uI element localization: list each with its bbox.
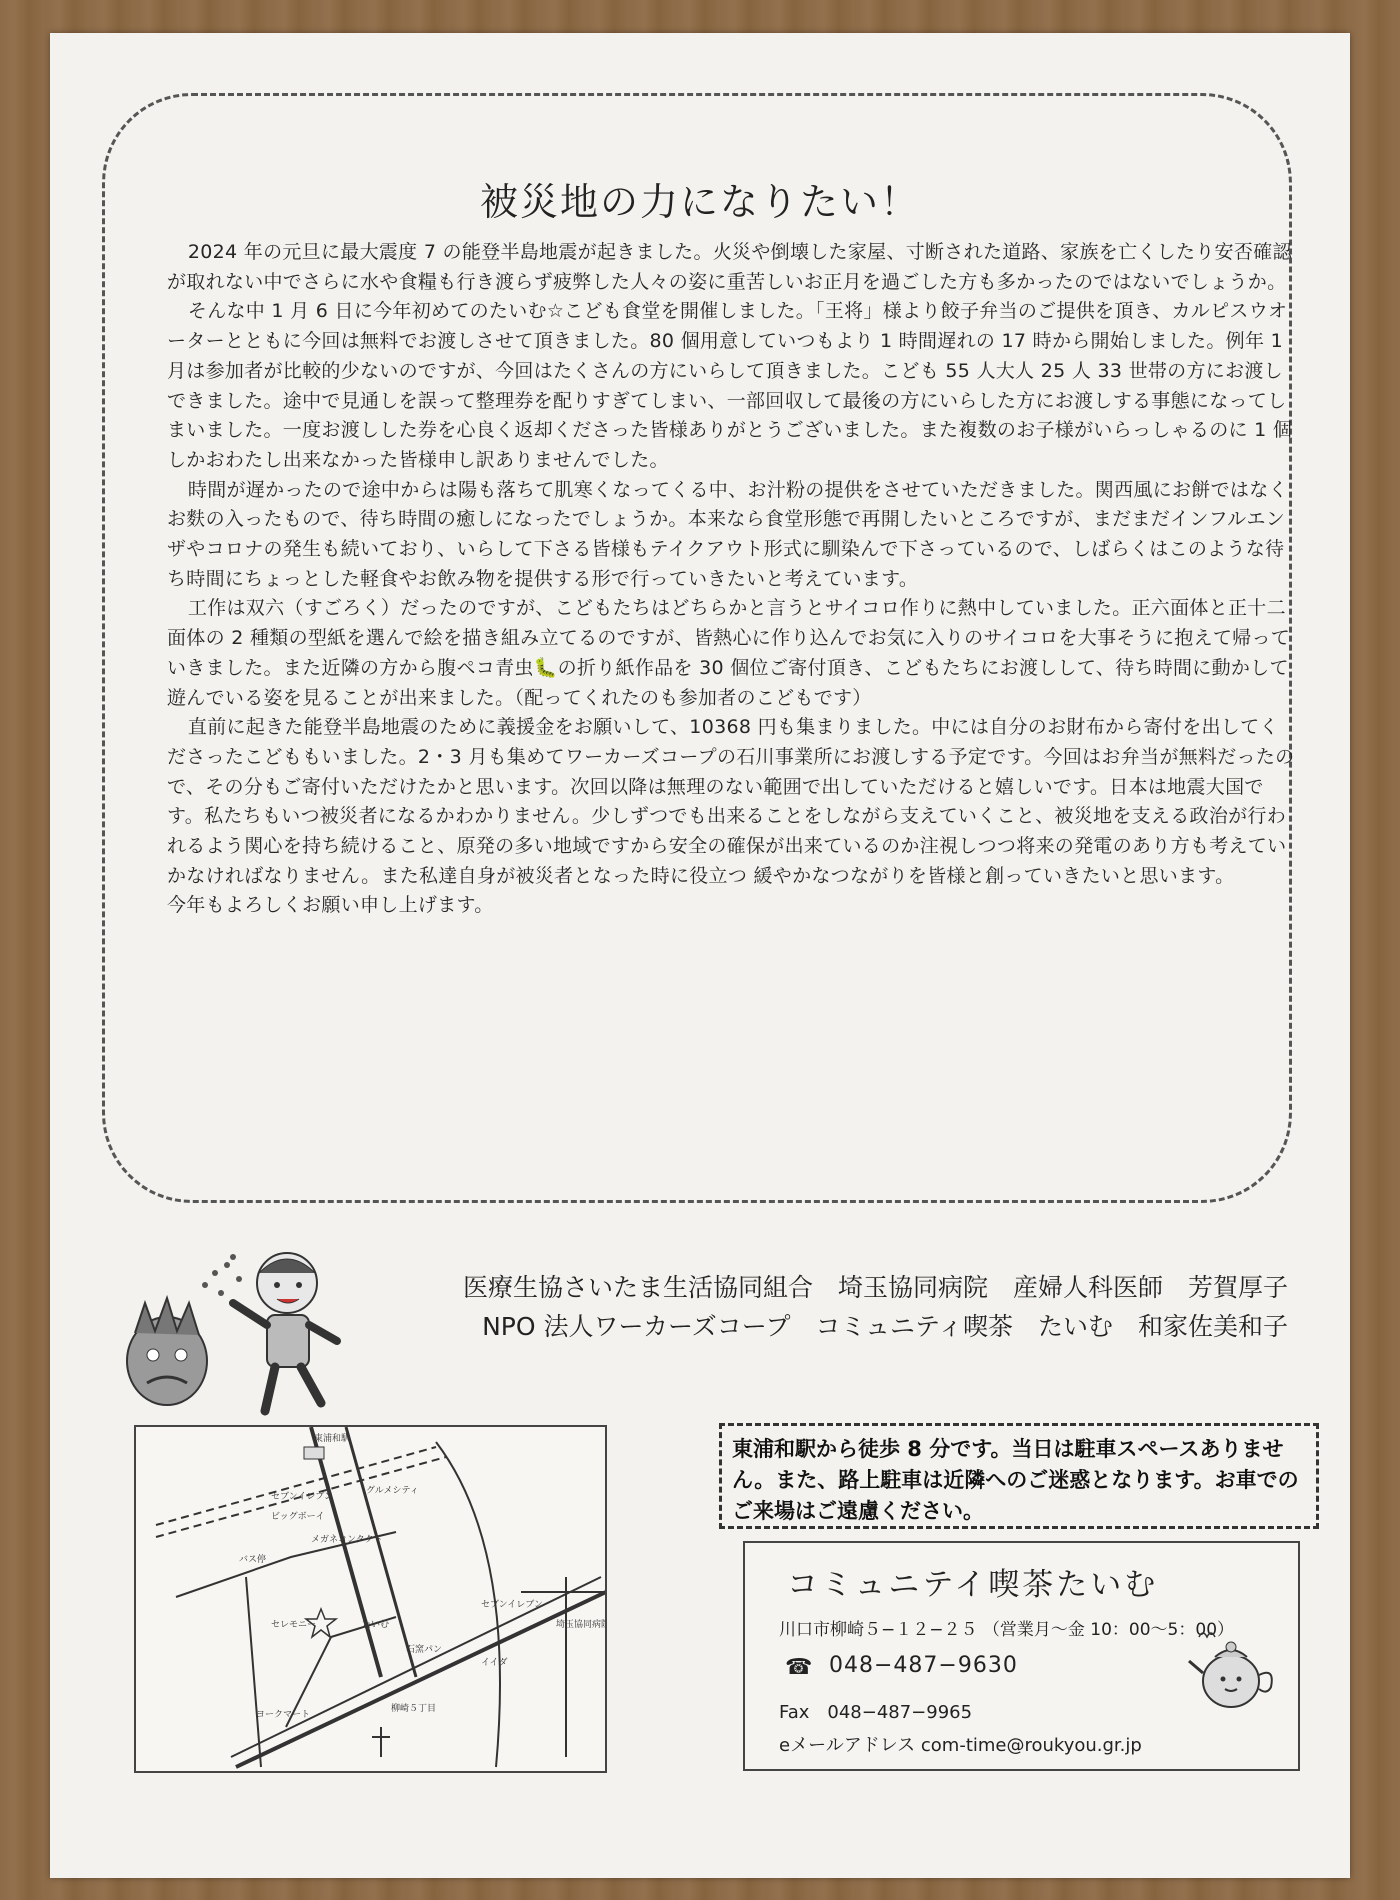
shop-address: 川口市柳崎５−１２−２５ （営業月〜金 10：00〜5：00）	[779, 1620, 1235, 1640]
map-label-yorkmart: ヨークマート	[256, 1710, 311, 1720]
map-label-bus: バス停	[239, 1555, 267, 1565]
access-note: 東浦和駅から徒歩 8 分です。当日は駐車スペースありません。また、路上駐車は近隣へのご迷惑となります。お車でのご来場はご遠慮ください。	[719, 1423, 1319, 1529]
signature-line: NPO 法人ワーカーズコープ コミュニティ喫茶 たいむ 和家佐美和子	[482, 1312, 1288, 1341]
shop-fax: Fax 048−487−9965	[779, 1702, 973, 1723]
paragraph: そんな中 1 月 6 日に今年初めてのたいむ☆こども食堂を開催しました。「王将」様より餃子弁当のご提供を頂き、カルピスウオーターとともに今回は無料でお渡しさせて頂きました。80 個用意していつもより 1 時間遅れの 17 時から開始しました。例年 1 月は参加者が比較的少ないのですが、今回はたくさんの方にいらして頂きました。こども 55 人大人 25 人 33 世帯の方にお渡しできました。途中で見通しを誤って整理券を配りすぎてしまい、一部回収して最後の方にいらした方にお渡しする事態になってしまいました。一度お渡しした券を心良く返却くださった皆様ありがとうございました。また複数のお子様がいらっしゃるのに 1 個しかおわたし出来なかった皆様申し訳ありませんでした。	[167, 300, 1293, 471]
signature-line: 医療生協さいたま生活協同組合 埼玉協同病院 産婦人科医師 芳賀厚子	[462, 1273, 1288, 1302]
map-label-megane: メガネコンタクト	[311, 1535, 383, 1545]
map-label-seven2: セブンイレブン	[481, 1600, 543, 1610]
map-label-station: 東浦和駅	[314, 1434, 351, 1444]
paragraph: 時間が遅かったので途中からは陽も落ちて肌寒くなってくる中、お汁粉の提供をさせていただきました。関西風にお餅ではなくお麩の入ったもので、待ち時間の癒しになったでしょうか。本来なら食堂形態で再開したいところですが、まだまだインフルエンザやコロナの発生も続いており、いらして下さる皆様もテイクアウト形式に馴染んで下さっているので、しばらくはこのような待ち時間にちょっとした軽食やお飲み物を提供する形で行っていきたいと考えています。	[167, 478, 1288, 590]
paragraph: 直前に起きた能登半島地震のために義援金をお願いして、10368 円も集まりました。中には自分のお財布から寄付を出してくださったこどももいました。2・3 月も集めてワーカーズコープの石川事業所にお渡しする予定です。今回はお弁当が無料だったので、その分もご寄付いただけたかと思います。次回以降は無理のない範囲で出していただけると嬉しいです。日本は地震大国です。私たちもいつ被災者になるかわかりません。少しずつでも出来ることをしながら支えていくこと、被災地を支える政治が行われるよう関心を持ち続けること、原発の多い地域ですから安全の確保が出来ているのか注視しつつ将来の発電のあり方も考えていかなければなりません。また私達自身が被災者となった時に役立つ 緩やかなつながりを皆様と創っていきたいと思います。	[167, 716, 1295, 887]
shop-name: コミュニテイ喫茶たいむ	[787, 1567, 1159, 1603]
signature-block	[463, 1268, 1288, 1346]
map-label-hospital: 埼玉協同病院	[556, 1620, 605, 1630]
setsubun-illustration	[115, 1243, 355, 1418]
map-label-time: たいむ	[362, 1620, 390, 1630]
article-body	[167, 238, 1297, 921]
child-icon	[233, 1253, 337, 1411]
oni-icon	[127, 1298, 207, 1405]
article-title: 被災地の力になりたい！	[479, 180, 920, 224]
teapot-icon	[1185, 1623, 1277, 1715]
map-drawing	[136, 1427, 605, 1771]
map-label-yanagisaki: 柳崎５丁目	[391, 1704, 437, 1714]
closing-line: 今年もよろしくお願い申し上げます。	[167, 894, 494, 917]
map-label-ceremony: セレモニー	[271, 1620, 317, 1630]
map-labels	[239, 1432, 605, 1720]
map-label-seven1: セブンイレブン	[271, 1492, 333, 1502]
map-label-gurumesity: グルメシティ	[366, 1486, 419, 1496]
access-map	[134, 1425, 607, 1773]
map-label-bigboy: ビッグボーイ	[271, 1512, 325, 1522]
map-label-ishipan: 石窯パン	[406, 1645, 443, 1655]
shop-email: eメールアドレス com-time@roukyou.gr.jp	[779, 1735, 1142, 1756]
paragraph: 工作は双六（すごろく）だったのですが、こどもたちはどちらかと言うとサイコロ作りに熱中していました。正六面体と正十二面体の 2 種類の型紙を選んで絵を描き組み立てるのですが、皆熱心に作り込んでお気に入りのサイコロを大事そうに抱えて帰っていきました。また近隣の方から腹ペコ青虫🐛の折り紙作品を 30 個位ご寄付頂き、こどもたちにお渡しして、待ち時間に動かして遊んでいる姿を見ることが出来ました。（配ってくれたのも参加者のこどもです）	[167, 597, 1291, 709]
map-label-iida: イイダ	[481, 1658, 508, 1668]
paragraph: 2024 年の元旦に最大震度 7 の能登半島地震が起きました。火災や倒壊した家屋、寸断された道路、家族を亡くしたり安否確認が取れない中でさらに水や食糧も行き渡らず疲弊した人々の姿に重苦しいお正月を過ごした方も多かったのではないでしょうか。	[167, 241, 1292, 293]
telephone-icon: ☎	[785, 1655, 813, 1680]
contact-box	[743, 1541, 1300, 1771]
shop-phone: 048−487−9630	[829, 1653, 1018, 1678]
flyer-page	[50, 33, 1350, 1878]
